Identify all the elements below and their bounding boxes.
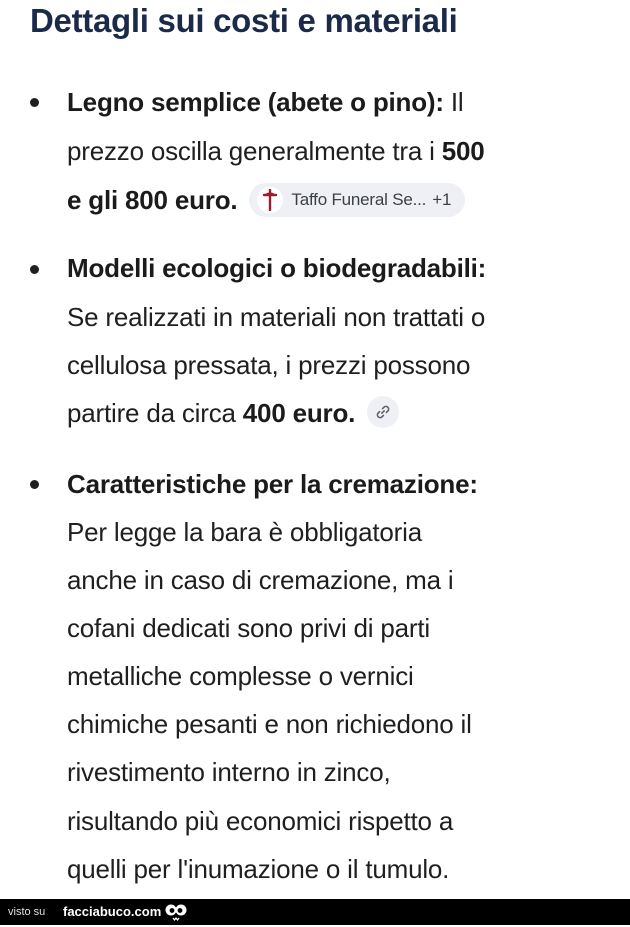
- source-chip[interactable]: [249, 183, 465, 217]
- item-heading: Caratteristiche per la cremazione:: [67, 469, 478, 499]
- bullet: [30, 480, 39, 489]
- item-heading: Legno semplice (abete o pino):: [67, 87, 444, 117]
- watermark-brand: facciabuco.com: [63, 904, 162, 919]
- source-chip-label: Taffo Funeral Se...: [291, 190, 427, 210]
- watermark-visto: visto su: [8, 906, 46, 918]
- item-heading: Modelli ecologici o biodegradabili:: [67, 253, 487, 283]
- bullet: [30, 265, 39, 274]
- taffo-cross-logo-icon: [257, 187, 283, 213]
- link-icon[interactable]: [367, 396, 399, 428]
- bullet: [30, 98, 39, 107]
- facciabuco-eyes-icon: [164, 902, 188, 927]
- source-chip-count: +1: [432, 190, 452, 210]
- watermark-bar: [0, 899, 630, 925]
- page-title: Dettagli sui costi e materiali: [30, 2, 458, 39]
